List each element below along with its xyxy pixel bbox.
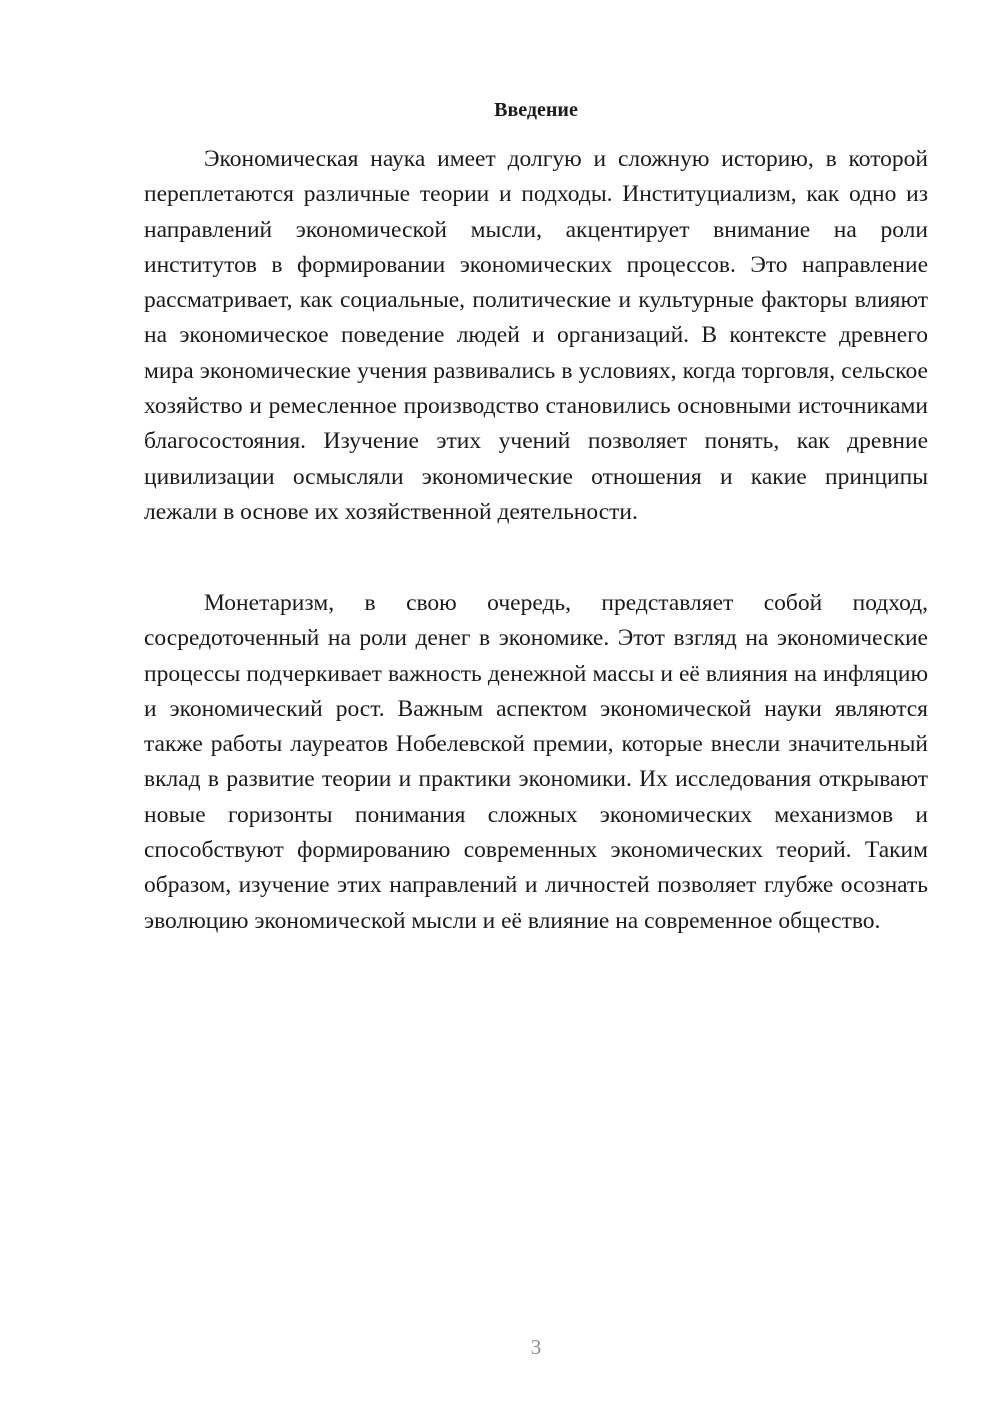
- page-title: Введение: [494, 99, 578, 121]
- paragraph-intro-institutionalism: Экономическая наука имеет долгую и сложную историю, в которой переплетаются различные теории и подходы. Институциализм, как одно из направлений экономической мысли, акцентирует внимание на роли институтов в формировании экономических процессов. Это направление рассматривает, как социальные, политические и культурные факторы влияют на экономическое поведение людей и организаций. В контексте древнего мира экономические учения развивались в условиях, когда торговля, сельское хозяйство и ремесленное производство становились основными источниками благосостояния. Изучение этих учений позволяет понять, как древние цивилизации осмысляли экономические отношения и какие принципы лежали в основе их хозяйственной деятельности.: [144, 146, 928, 525]
- page-number: 3: [530, 1335, 542, 1359]
- paragraph-monetarism: Монетаризм, в свою очередь, представляет собой подход, сосредоточенный на роли денег в экономике. Этот взгляд на экономические процессы подчеркивает важность денежной массы и её влияния на инфляцию и экономический рост. Важным аспектом экономической науки являются также работы лауреатов Нобелевской премии, которые внесли значительный вклад в развитие теории и практики экономики. Их исследования открывают новые горизонты понимания сложных экономических механизмов и способствуют формированию современных экономических теорий. Таким образом, изучение этих направлений и личностей позволяет глубже осознать эволюцию экономической мысли и её влияние на современное общество.: [144, 590, 928, 934]
